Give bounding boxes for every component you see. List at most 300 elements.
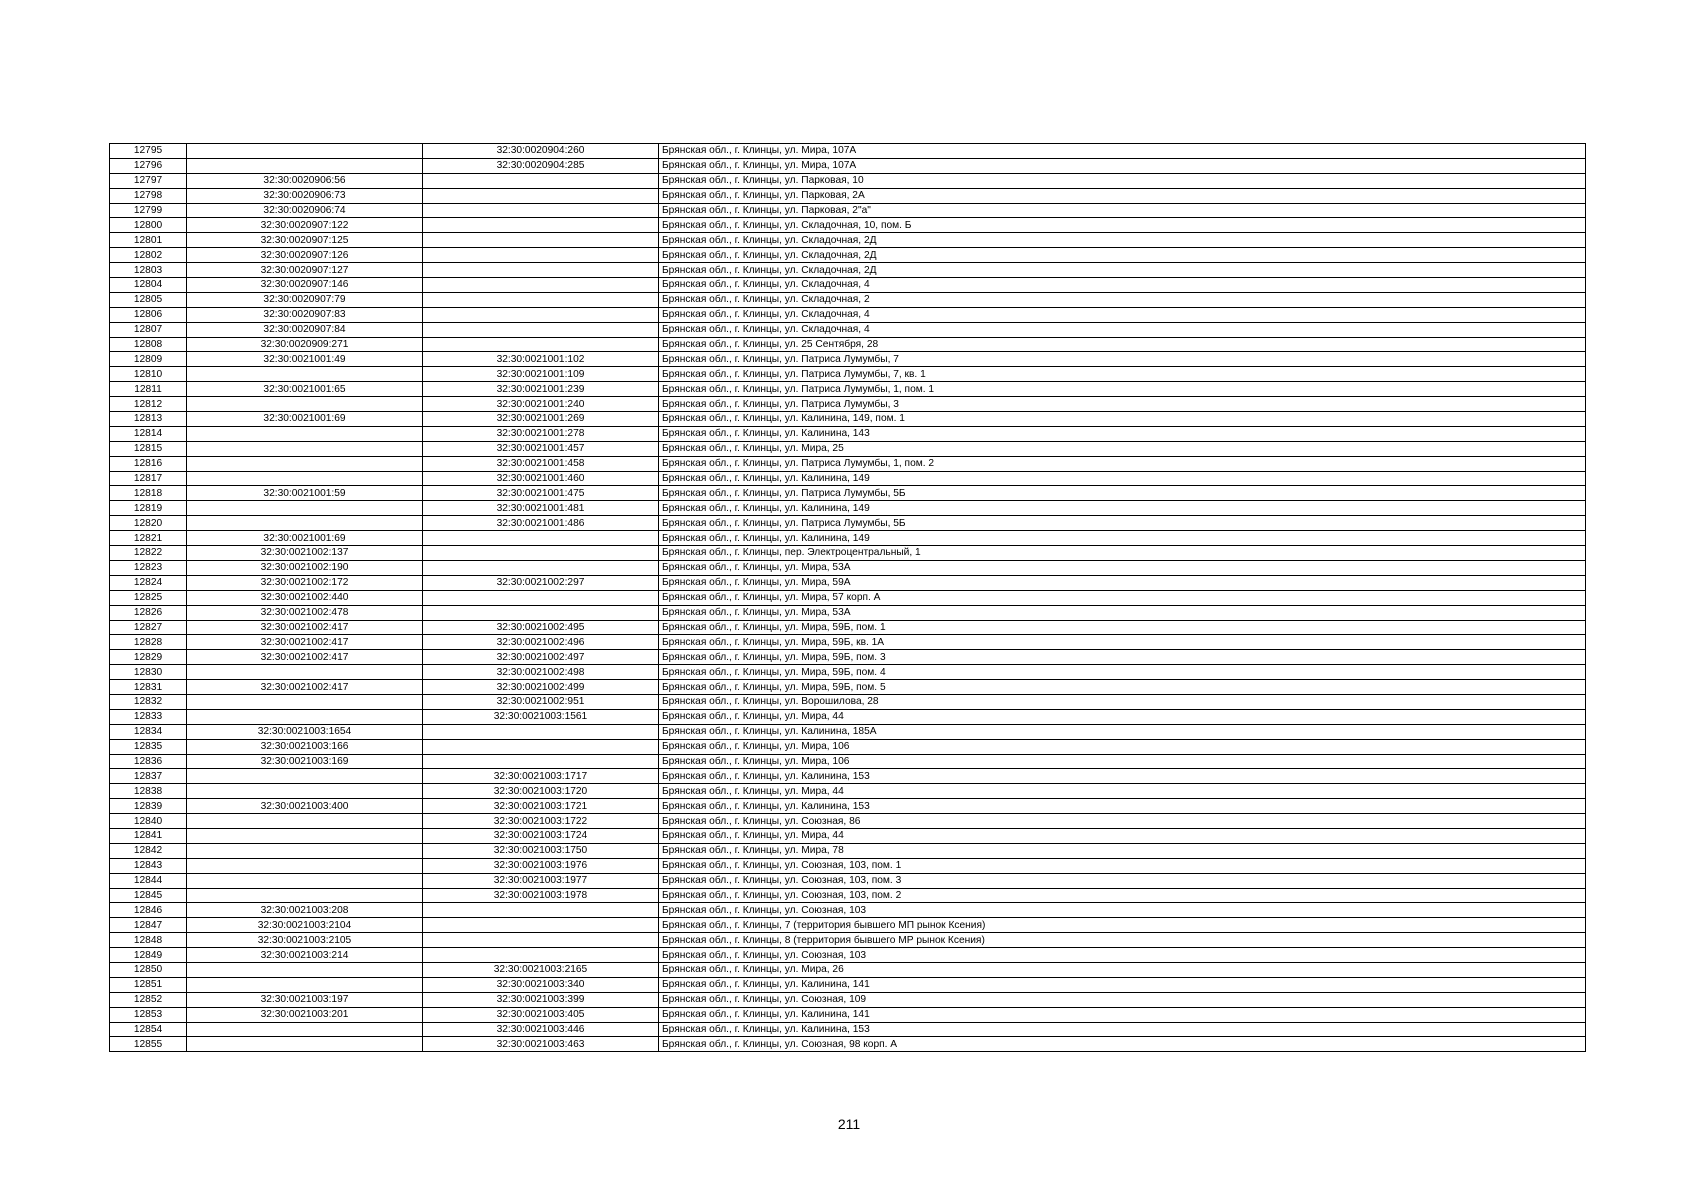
address-cell: Брянская обл., г. Клинцы, ул. Мира, 78	[659, 843, 1586, 858]
cadastral-number-building-cell: 32:30:0021003:1720	[423, 784, 659, 799]
table-row	[110, 962, 1586, 977]
cadastral-number-building-cell: 32:30:0021001:269	[423, 412, 659, 427]
cadastral-number-parcel-cell: 32:30:0020906:73	[187, 188, 423, 203]
address-cell: Брянская обл., г. Клинцы, ул. Складочная, 2Д	[659, 263, 1586, 278]
address-cell: Брянская обл., г. Клинцы, ул. Патриса Лумумбы, 1, пом. 2	[659, 456, 1586, 471]
address-cell: Брянская обл., г. Клинцы, ул. Мира, 26	[659, 962, 1586, 977]
table-row	[110, 531, 1586, 546]
address-cell: Брянская обл., г. Клинцы, ул. Союзная, 103, пом. 1	[659, 858, 1586, 873]
table-row	[110, 173, 1586, 188]
table-row	[110, 948, 1586, 963]
row-number-cell: 12811	[110, 382, 187, 397]
cadastral-number-building-cell	[423, 903, 659, 918]
cadastral-number-building-cell	[423, 933, 659, 948]
cadastral-number-building-cell: 32:30:0021003:1976	[423, 858, 659, 873]
cadastral-number-building-cell	[423, 278, 659, 293]
table-row	[110, 1037, 1586, 1052]
row-number-cell: 12829	[110, 650, 187, 665]
address-cell: Брянская обл., г. Клинцы, ул. Калинина, 185А	[659, 724, 1586, 739]
address-cell: Брянская обл., г. Клинцы, ул. Патриса Лумумбы, 7	[659, 352, 1586, 367]
row-number-cell: 12804	[110, 278, 187, 293]
row-number-cell: 12823	[110, 560, 187, 575]
row-number-cell: 12803	[110, 263, 187, 278]
address-cell: Брянская обл., г. Клинцы, ул. Калинина, 143	[659, 426, 1586, 441]
table-row	[110, 724, 1586, 739]
row-number-cell: 12822	[110, 546, 187, 561]
cadastral-number-building-cell	[423, 560, 659, 575]
cadastral-number-building-cell: 32:30:0021003:399	[423, 992, 659, 1007]
cadastral-number-parcel-cell: 32:30:0021001:69	[187, 412, 423, 427]
cadastral-number-building-cell	[423, 546, 659, 561]
table-row	[110, 635, 1586, 650]
cadastral-number-parcel-cell: 32:30:0020907:146	[187, 278, 423, 293]
cadastral-number-building-cell	[423, 203, 659, 218]
table-row	[110, 188, 1586, 203]
address-cell: Брянская обл., г. Клинцы, ул. Мира, 106	[659, 754, 1586, 769]
registry-table	[109, 143, 1586, 1052]
table-row	[110, 233, 1586, 248]
address-cell: Брянская обл., г. Клинцы, ул. Складочная, 4	[659, 307, 1586, 322]
row-number-cell: 12831	[110, 680, 187, 695]
row-number-cell: 12810	[110, 367, 187, 382]
table-row	[110, 918, 1586, 933]
table-row	[110, 873, 1586, 888]
cadastral-number-building-cell: 32:30:0021001:102	[423, 352, 659, 367]
cadastral-number-parcel-cell: 32:30:0021002:417	[187, 680, 423, 695]
row-number-cell: 12813	[110, 412, 187, 427]
cadastral-number-building-cell: 32:30:0021001:486	[423, 516, 659, 531]
cadastral-number-parcel-cell	[187, 1037, 423, 1052]
cadastral-number-parcel-cell: 32:30:0021003:2105	[187, 933, 423, 948]
table-row	[110, 322, 1586, 337]
row-number-cell: 12815	[110, 441, 187, 456]
cadastral-number-parcel-cell	[187, 962, 423, 977]
row-number-cell: 12802	[110, 248, 187, 263]
address-cell: Брянская обл., г. Клинцы, ул. Союзная, 103, пом. 3	[659, 873, 1586, 888]
cadastral-number-building-cell	[423, 948, 659, 963]
row-number-cell: 12838	[110, 784, 187, 799]
address-cell: Брянская обл., г. Клинцы, ул. Мира, 53А	[659, 560, 1586, 575]
row-number-cell: 12833	[110, 709, 187, 724]
cadastral-number-parcel-cell: 32:30:0021002:417	[187, 650, 423, 665]
row-number-cell: 12828	[110, 635, 187, 650]
row-number-cell: 12841	[110, 828, 187, 843]
address-cell: Брянская обл., г. Клинцы, ул. Калинина, 141	[659, 977, 1586, 992]
address-cell: Брянская обл., г. Клинцы, ул. Союзная, 103	[659, 948, 1586, 963]
cadastral-number-building-cell	[423, 724, 659, 739]
cadastral-number-building-cell	[423, 590, 659, 605]
address-cell: Брянская обл., г. Клинцы, ул. Калинина, 149, пом. 1	[659, 412, 1586, 427]
table-row	[110, 739, 1586, 754]
cadastral-number-parcel-cell	[187, 397, 423, 412]
table-row	[110, 367, 1586, 382]
row-number-cell: 12854	[110, 1022, 187, 1037]
address-cell: Брянская обл., г. Клинцы, 7 (территория бывшего МП рынок Ксения)	[659, 918, 1586, 933]
cadastral-number-parcel-cell: 32:30:0021003:208	[187, 903, 423, 918]
table-row	[110, 501, 1586, 516]
cadastral-number-parcel-cell: 32:30:0020907:125	[187, 233, 423, 248]
cadastral-number-building-cell: 32:30:0021003:405	[423, 1007, 659, 1022]
cadastral-number-building-cell: 32:30:0021003:1978	[423, 888, 659, 903]
address-cell: Брянская обл., г. Клинцы, ул. Складочная, 2Д	[659, 248, 1586, 263]
table-row	[110, 814, 1586, 829]
row-number-cell: 12850	[110, 962, 187, 977]
cadastral-number-building-cell: 32:30:0021002:497	[423, 650, 659, 665]
cadastral-number-building-cell: 32:30:0021001:475	[423, 486, 659, 501]
row-number-cell: 12801	[110, 233, 187, 248]
address-cell: Брянская обл., г. Клинцы, ул. Мира, 107А	[659, 144, 1586, 159]
row-number-cell: 12799	[110, 203, 187, 218]
address-cell: Брянская обл., г. Клинцы, ул. Мира, 59Б, пом. 1	[659, 620, 1586, 635]
address-cell: Брянская обл., г. Клинцы, ул. Мира, 59Б, кв. 1А	[659, 635, 1586, 650]
cadastral-number-parcel-cell	[187, 665, 423, 680]
cadastral-number-parcel-cell: 32:30:0020907:83	[187, 307, 423, 322]
table-row	[110, 352, 1586, 367]
address-cell: Брянская обл., г. Клинцы, ул. Калинина, 149	[659, 501, 1586, 516]
cadastral-number-building-cell: 32:30:0021001:278	[423, 426, 659, 441]
row-number-cell: 12814	[110, 426, 187, 441]
row-number-cell: 12800	[110, 218, 187, 233]
cadastral-number-parcel-cell	[187, 516, 423, 531]
cadastral-number-parcel-cell: 32:30:0021002:190	[187, 560, 423, 575]
row-number-cell: 12839	[110, 799, 187, 814]
cadastral-number-parcel-cell	[187, 144, 423, 159]
cadastral-number-parcel-cell: 32:30:0020907:126	[187, 248, 423, 263]
table-row	[110, 441, 1586, 456]
cadastral-number-parcel-cell: 32:30:0021001:59	[187, 486, 423, 501]
address-cell: Брянская обл., г. Клинцы, ул. Союзная, 103	[659, 903, 1586, 918]
address-cell: Брянская обл., г. Клинцы, ул. Калинина, 141	[659, 1007, 1586, 1022]
cadastral-number-building-cell	[423, 337, 659, 352]
address-cell: Брянская обл., г. Клинцы, ул. Парковая, 10	[659, 173, 1586, 188]
cadastral-number-parcel-cell: 32:30:0021001:49	[187, 352, 423, 367]
table-row	[110, 680, 1586, 695]
cadastral-number-building-cell: 32:30:0021003:1561	[423, 709, 659, 724]
table-row	[110, 307, 1586, 322]
cadastral-number-parcel-cell	[187, 888, 423, 903]
address-cell: Брянская обл., г. Клинцы, ул. Мира, 44	[659, 784, 1586, 799]
address-cell: Брянская обл., г. Клинцы, 8 (территория бывшего МР рынок Ксения)	[659, 933, 1586, 948]
cadastral-number-parcel-cell	[187, 1022, 423, 1037]
cadastral-number-building-cell	[423, 531, 659, 546]
table-row	[110, 903, 1586, 918]
cadastral-number-building-cell	[423, 322, 659, 337]
address-cell: Брянская обл., г. Клинцы, ул. Мира, 59Б, пом. 4	[659, 665, 1586, 680]
row-number-cell: 12825	[110, 590, 187, 605]
row-number-cell: 12812	[110, 397, 187, 412]
table-row	[110, 218, 1586, 233]
table-row	[110, 694, 1586, 709]
row-number-cell: 12835	[110, 739, 187, 754]
page-number: 211	[837, 1116, 861, 1132]
address-cell: Брянская обл., г. Клинцы, ул. Союзная, 109	[659, 992, 1586, 1007]
cadastral-number-parcel-cell: 32:30:0021003:169	[187, 754, 423, 769]
table-row	[110, 620, 1586, 635]
address-cell: Брянская обл., г. Клинцы, ул. Мира, 44	[659, 828, 1586, 843]
cadastral-number-parcel-cell: 32:30:0020909:271	[187, 337, 423, 352]
cadastral-number-building-cell: 32:30:0021002:496	[423, 635, 659, 650]
cadastral-number-parcel-cell: 32:30:0021003:2104	[187, 918, 423, 933]
row-number-cell: 12836	[110, 754, 187, 769]
cadastral-number-parcel-cell	[187, 858, 423, 873]
row-number-cell: 12808	[110, 337, 187, 352]
cadastral-number-building-cell: 32:30:0021001:457	[423, 441, 659, 456]
address-cell: Брянская обл., г. Клинцы, ул. Патриса Лумумбы, 3	[659, 397, 1586, 412]
table-row	[110, 843, 1586, 858]
row-number-cell: 12845	[110, 888, 187, 903]
address-cell: Брянская обл., г. Клинцы, ул. Патриса Лумумбы, 5Б	[659, 516, 1586, 531]
table-row	[110, 665, 1586, 680]
cadastral-number-building-cell: 32:30:0021003:2165	[423, 962, 659, 977]
cadastral-number-parcel-cell: 32:30:0020907:79	[187, 292, 423, 307]
address-cell: Брянская обл., г. Клинцы, ул. Калинина, 153	[659, 1022, 1586, 1037]
row-number-cell: 12847	[110, 918, 187, 933]
table-row	[110, 546, 1586, 561]
address-cell: Брянская обл., г. Клинцы, ул. Складочная, 2	[659, 292, 1586, 307]
row-number-cell: 12852	[110, 992, 187, 1007]
registry-table-body	[110, 144, 1586, 1052]
row-number-cell: 12842	[110, 843, 187, 858]
cadastral-number-building-cell: 32:30:0021003:1717	[423, 769, 659, 784]
address-cell: Брянская обл., г. Клинцы, ул. Складочная, 10, пом. Б	[659, 218, 1586, 233]
cadastral-number-building-cell: 32:30:0021001:109	[423, 367, 659, 382]
table-row	[110, 1022, 1586, 1037]
row-number-cell: 12824	[110, 575, 187, 590]
address-cell: Брянская обл., г. Клинцы, ул. Мира, 25	[659, 441, 1586, 456]
cadastral-number-building-cell	[423, 918, 659, 933]
cadastral-number-building-cell	[423, 263, 659, 278]
row-number-cell: 12816	[110, 456, 187, 471]
address-cell: Брянская обл., г. Клинцы, ул. Калинина, 149	[659, 531, 1586, 546]
table-row	[110, 754, 1586, 769]
cadastral-number-parcel-cell	[187, 456, 423, 471]
cadastral-number-building-cell: 32:30:0021001:239	[423, 382, 659, 397]
cadastral-number-building-cell: 32:30:0021003:340	[423, 977, 659, 992]
address-cell: Брянская обл., г. Клинцы, ул. Калинина, 153	[659, 799, 1586, 814]
table-row	[110, 575, 1586, 590]
cadastral-number-parcel-cell: 32:30:0021002:417	[187, 635, 423, 650]
address-cell: Брянская обл., г. Клинцы, пер. Электроцентральный, 1	[659, 546, 1586, 561]
cadastral-number-building-cell	[423, 739, 659, 754]
row-number-cell: 12809	[110, 352, 187, 367]
table-row	[110, 933, 1586, 948]
cadastral-number-building-cell: 32:30:0021002:951	[423, 694, 659, 709]
row-number-cell: 12817	[110, 471, 187, 486]
address-cell: Брянская обл., г. Клинцы, ул. Союзная, 98 корп. А	[659, 1037, 1586, 1052]
cadastral-number-building-cell: 32:30:0021002:498	[423, 665, 659, 680]
cadastral-number-parcel-cell	[187, 694, 423, 709]
table-row	[110, 888, 1586, 903]
table-row	[110, 144, 1586, 159]
address-cell: Брянская обл., г. Клинцы, ул. Калинина, 149	[659, 471, 1586, 486]
address-cell: Брянская обл., г. Клинцы, ул. Складочная, 4	[659, 278, 1586, 293]
cadastral-number-parcel-cell	[187, 784, 423, 799]
table-row	[110, 382, 1586, 397]
row-number-cell: 12834	[110, 724, 187, 739]
cadastral-number-parcel-cell: 32:30:0020907:122	[187, 218, 423, 233]
table-row	[110, 650, 1586, 665]
address-cell: Брянская обл., г. Клинцы, ул. Мира, 57 корп. А	[659, 590, 1586, 605]
table-row	[110, 337, 1586, 352]
cadastral-number-parcel-cell	[187, 426, 423, 441]
cadastral-number-building-cell	[423, 188, 659, 203]
cadastral-number-building-cell: 32:30:0020904:285	[423, 158, 659, 173]
row-number-cell: 12843	[110, 858, 187, 873]
cadastral-number-building-cell: 32:30:0021003:446	[423, 1022, 659, 1037]
cadastral-number-parcel-cell	[187, 977, 423, 992]
table-row	[110, 203, 1586, 218]
address-cell: Брянская обл., г. Клинцы, ул. Союзная, 86	[659, 814, 1586, 829]
table-row	[110, 263, 1586, 278]
table-row	[110, 471, 1586, 486]
address-cell: Брянская обл., г. Клинцы, ул. Мира, 59Б, пом. 3	[659, 650, 1586, 665]
cadastral-number-parcel-cell: 32:30:0021003:166	[187, 739, 423, 754]
cadastral-number-parcel-cell: 32:30:0021003:1654	[187, 724, 423, 739]
cadastral-number-building-cell: 32:30:0021001:460	[423, 471, 659, 486]
cadastral-number-parcel-cell: 32:30:0020907:127	[187, 263, 423, 278]
row-number-cell: 12797	[110, 173, 187, 188]
table-row	[110, 397, 1586, 412]
row-number-cell: 12851	[110, 977, 187, 992]
table-row	[110, 158, 1586, 173]
address-cell: Брянская обл., г. Клинцы, ул. Патриса Лумумбы, 1, пом. 1	[659, 382, 1586, 397]
table-row	[110, 486, 1586, 501]
table-row	[110, 992, 1586, 1007]
table-row	[110, 1007, 1586, 1022]
table-row	[110, 605, 1586, 620]
row-number-cell: 12820	[110, 516, 187, 531]
cadastral-number-building-cell: 32:30:0021003:1724	[423, 828, 659, 843]
cadastral-number-building-cell	[423, 218, 659, 233]
table-row	[110, 769, 1586, 784]
row-number-cell: 12837	[110, 769, 187, 784]
cadastral-number-parcel-cell	[187, 843, 423, 858]
table-row	[110, 977, 1586, 992]
row-number-cell: 12826	[110, 605, 187, 620]
cadastral-number-building-cell: 32:30:0021001:458	[423, 456, 659, 471]
address-cell: Брянская обл., г. Клинцы, ул. Патриса Лумумбы, 7, кв. 1	[659, 367, 1586, 382]
cadastral-number-parcel-cell	[187, 828, 423, 843]
address-cell: Брянская обл., г. Клинцы, ул. Парковая, 2А	[659, 188, 1586, 203]
row-number-cell: 12807	[110, 322, 187, 337]
row-number-cell: 12848	[110, 933, 187, 948]
cadastral-number-parcel-cell	[187, 769, 423, 784]
cadastral-number-parcel-cell: 32:30:0021003:197	[187, 992, 423, 1007]
cadastral-number-building-cell: 32:30:0021002:297	[423, 575, 659, 590]
table-row	[110, 278, 1586, 293]
cadastral-number-building-cell	[423, 292, 659, 307]
cadastral-number-parcel-cell: 32:30:0020906:74	[187, 203, 423, 218]
table-row	[110, 248, 1586, 263]
address-cell: Брянская обл., г. Клинцы, ул. Мира, 107А	[659, 158, 1586, 173]
cadastral-number-building-cell: 32:30:0021003:1721	[423, 799, 659, 814]
row-number-cell: 12818	[110, 486, 187, 501]
row-number-cell: 12840	[110, 814, 187, 829]
address-cell: Брянская обл., г. Клинцы, ул. Мира, 59А	[659, 575, 1586, 590]
cadastral-number-building-cell: 32:30:0020904:260	[423, 144, 659, 159]
cadastral-number-building-cell	[423, 605, 659, 620]
cadastral-number-parcel-cell: 32:30:0020906:56	[187, 173, 423, 188]
row-number-cell: 12855	[110, 1037, 187, 1052]
cadastral-number-building-cell: 32:30:0021001:240	[423, 397, 659, 412]
cadastral-number-parcel-cell: 32:30:0021002:137	[187, 546, 423, 561]
cadastral-number-parcel-cell	[187, 709, 423, 724]
row-number-cell: 12805	[110, 292, 187, 307]
cadastral-number-parcel-cell	[187, 367, 423, 382]
cadastral-number-parcel-cell	[187, 158, 423, 173]
table-row	[110, 516, 1586, 531]
address-cell: Брянская обл., г. Клинцы, ул. Мира, 44	[659, 709, 1586, 724]
cadastral-number-building-cell	[423, 754, 659, 769]
row-number-cell: 12796	[110, 158, 187, 173]
row-number-cell: 12806	[110, 307, 187, 322]
row-number-cell: 12846	[110, 903, 187, 918]
address-cell: Брянская обл., г. Клинцы, ул. Мира, 53А	[659, 605, 1586, 620]
cadastral-number-building-cell	[423, 233, 659, 248]
row-number-cell: 12844	[110, 873, 187, 888]
row-number-cell: 12849	[110, 948, 187, 963]
table-row	[110, 858, 1586, 873]
cadastral-number-building-cell	[423, 173, 659, 188]
table-row	[110, 784, 1586, 799]
address-cell: Брянская обл., г. Клинцы, ул. Калинина, 153	[659, 769, 1586, 784]
row-number-cell: 12830	[110, 665, 187, 680]
table-row	[110, 799, 1586, 814]
cadastral-number-parcel-cell: 32:30:0021002:478	[187, 605, 423, 620]
address-cell: Брянская обл., г. Клинцы, ул. Складочная, 4	[659, 322, 1586, 337]
address-cell: Брянская обл., г. Клинцы, ул. 25 Сентября, 28	[659, 337, 1586, 352]
table-row	[110, 560, 1586, 575]
row-number-cell: 12827	[110, 620, 187, 635]
address-cell: Брянская обл., г. Клинцы, ул. Ворошилова, 28	[659, 694, 1586, 709]
cadastral-number-building-cell: 32:30:0021002:495	[423, 620, 659, 635]
row-number-cell: 12795	[110, 144, 187, 159]
table-row	[110, 828, 1586, 843]
cadastral-number-parcel-cell: 32:30:0021003:400	[187, 799, 423, 814]
address-cell: Брянская обл., г. Клинцы, ул. Союзная, 103, пом. 2	[659, 888, 1586, 903]
address-cell: Брянская обл., г. Клинцы, ул. Патриса Лумумбы, 5Б	[659, 486, 1586, 501]
cadastral-number-building-cell: 32:30:0021003:1722	[423, 814, 659, 829]
row-number-cell: 12821	[110, 531, 187, 546]
cadastral-number-parcel-cell	[187, 814, 423, 829]
address-cell: Брянская обл., г. Клинцы, ул. Складочная, 2Д	[659, 233, 1586, 248]
cadastral-number-building-cell: 32:30:0021003:1977	[423, 873, 659, 888]
row-number-cell: 12853	[110, 1007, 187, 1022]
cadastral-number-building-cell: 32:30:0021002:499	[423, 680, 659, 695]
address-cell: Брянская обл., г. Клинцы, ул. Мира, 59Б, пом. 5	[659, 680, 1586, 695]
table-row	[110, 590, 1586, 605]
table-row	[110, 412, 1586, 427]
cadastral-number-building-cell	[423, 248, 659, 263]
address-cell: Брянская обл., г. Клинцы, ул. Парковая, 2"а"	[659, 203, 1586, 218]
cadastral-number-parcel-cell: 32:30:0021002:440	[187, 590, 423, 605]
row-number-cell: 12832	[110, 694, 187, 709]
cadastral-number-parcel-cell: 32:30:0021001:65	[187, 382, 423, 397]
cadastral-number-parcel-cell: 32:30:0020907:84	[187, 322, 423, 337]
cadastral-number-building-cell: 32:30:0021001:481	[423, 501, 659, 516]
row-number-cell: 12819	[110, 501, 187, 516]
table-row	[110, 426, 1586, 441]
cadastral-number-parcel-cell	[187, 471, 423, 486]
cadastral-number-parcel-cell	[187, 873, 423, 888]
cadastral-number-parcel-cell: 32:30:0021002:417	[187, 620, 423, 635]
table-row	[110, 456, 1586, 471]
table-row	[110, 292, 1586, 307]
cadastral-number-parcel-cell	[187, 441, 423, 456]
cadastral-number-parcel-cell	[187, 501, 423, 516]
cadastral-number-building-cell: 32:30:0021003:1750	[423, 843, 659, 858]
address-cell: Брянская обл., г. Клинцы, ул. Мира, 106	[659, 739, 1586, 754]
